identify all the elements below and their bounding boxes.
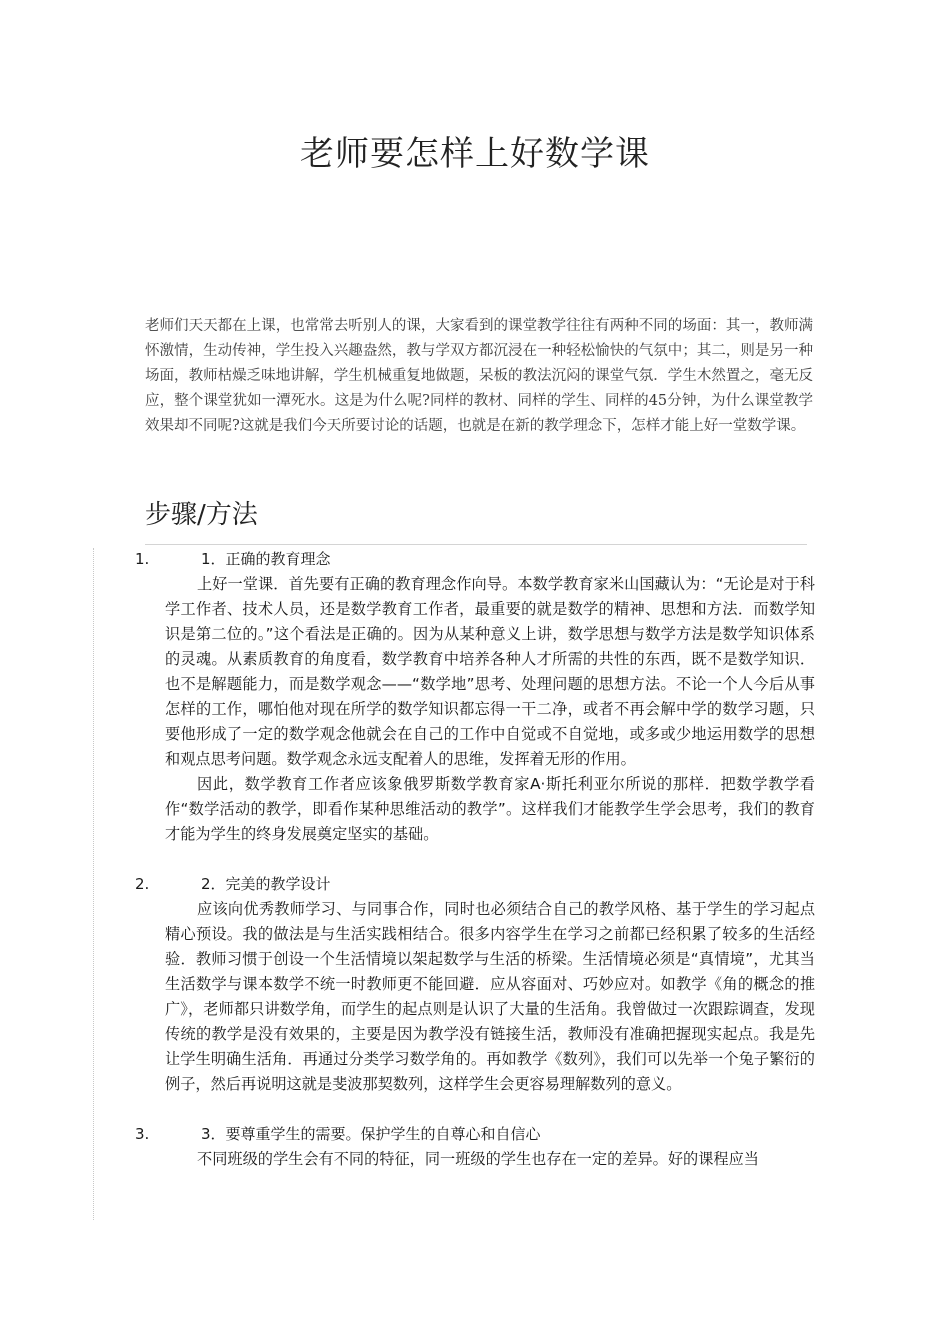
step-number: 1. xyxy=(135,550,150,568)
step-title: 1．正确的教育理念 xyxy=(201,550,331,568)
step-item xyxy=(0,1122,950,1172)
step-paragraph: 应该向优秀教师学习、与同事合作，同时也必须结合自己的教学风格、基于学生的学习起点精心预设。我的做法是与生活实践相结合。很多内容学生在学习之前都已经积累了较多的生活经验．教师习惯于创设一个生活情境以架起数学与生活的桥梁。生活情境必须是“真情境”，尤其当生活数学与课本数学不统一时教师更不能回避．应从容面对、巧妙应对。如教学《角的概念的推广》，老师都只讲数学角，而学生的起点则是认识了大量的生活角。我曾做过一次跟踪调查，发现传统的教学是没有效果的，主要是因为教学没有链接生活，教师没有准确把握现实起点。我是先让学生明确生活角．再通过分类学习数学角的。再如教学《数列》，我们可以先举一个兔子繁衍的例子，然后再说明这就是斐波那契数列，这样学生会更容易理解数列的意义。 xyxy=(165,900,815,1093)
step-item xyxy=(0,547,950,847)
step-title: 2．完美的教学设计 xyxy=(201,875,331,893)
intro-paragraph: 老师们天天都在上课，也常常去听别人的课，大家看到的课堂教学往往有两种不同的场面：其一，教师满怀激情，生动传神，学生投入兴趣盎然，教与学双方都沉浸在一种轻松愉快的气氛中；其二，则是另一种场面，教师枯燥乏味地讲解，学生机械重复地做题，呆板的教法沉闷的课堂气氛．学生木然置之，毫无反应，整个课堂犹如一潭死水。这是为什么呢?同样的教材、同样的学生、同样的45分钟，为什么课堂教学效果却不同呢?这就是我们今天所要讨论的话题，也就是在新的教学理念下，怎样才能上好一堂数学课。 xyxy=(145,318,813,434)
step-body xyxy=(0,1147,815,1172)
step-number: 3. xyxy=(135,1125,150,1143)
step-paragraph: 不同班级的学生会有不同的特征，同一班级的学生也存在一定的差异。好的课程应当 xyxy=(197,1150,759,1168)
step-body xyxy=(0,897,815,1097)
steps-list xyxy=(0,547,950,1197)
step-body xyxy=(0,572,815,847)
section-divider xyxy=(145,544,807,545)
step-paragraph: 上好一堂课．首先要有正确的教育理念作向导。本数学教育家米山国藏认为：“无论是对于科学工作者、技术人员，还是数学教育工作者，最重要的就是数学的精神、思想和方法．而数学知识是第二位的。”这个看法是正确的。因为从某种意义上讲，数学思想与数学方法是数学知识体系的灵魂。从素质教育的角度看，数学教育中培养各种人才所需的共性的东西，既不是数学知识．也不是解题能力，而是数学观念——“数学地”思考、处理问题的思想方法。不论一个人今后从事怎样的工作，哪怕他对现在所学的数学知识都忘得一干二净，或者不再会解中学的数学习题，只要他形成了一定的数学观念他就会在自己的工作中自觉或不自觉地，或多或少地运用数学的思想和观点思考问题。数学观念永远支配着人的思维，发挥着无形的作用。 xyxy=(165,575,815,768)
step-paragraph: 因此，数学教育工作者应该象俄罗斯数学教育家A·斯托利亚尔所说的那样．把数学教学看作“数学活动的教学，即看作某种思维活动的教学”。这样我们才能教学生学会思考，我们的教育才能为学生的终身发展奠定坚实的基础。 xyxy=(165,775,815,843)
page-title: 老师要怎样上好数学课 xyxy=(300,134,650,174)
section-heading: 步骤/方法 xyxy=(145,500,258,530)
step-title: 3．要尊重学生的需要。保护学生的自尊心和自信心 xyxy=(201,1125,541,1143)
step-number: 2. xyxy=(135,875,150,893)
step-item xyxy=(0,872,950,1097)
